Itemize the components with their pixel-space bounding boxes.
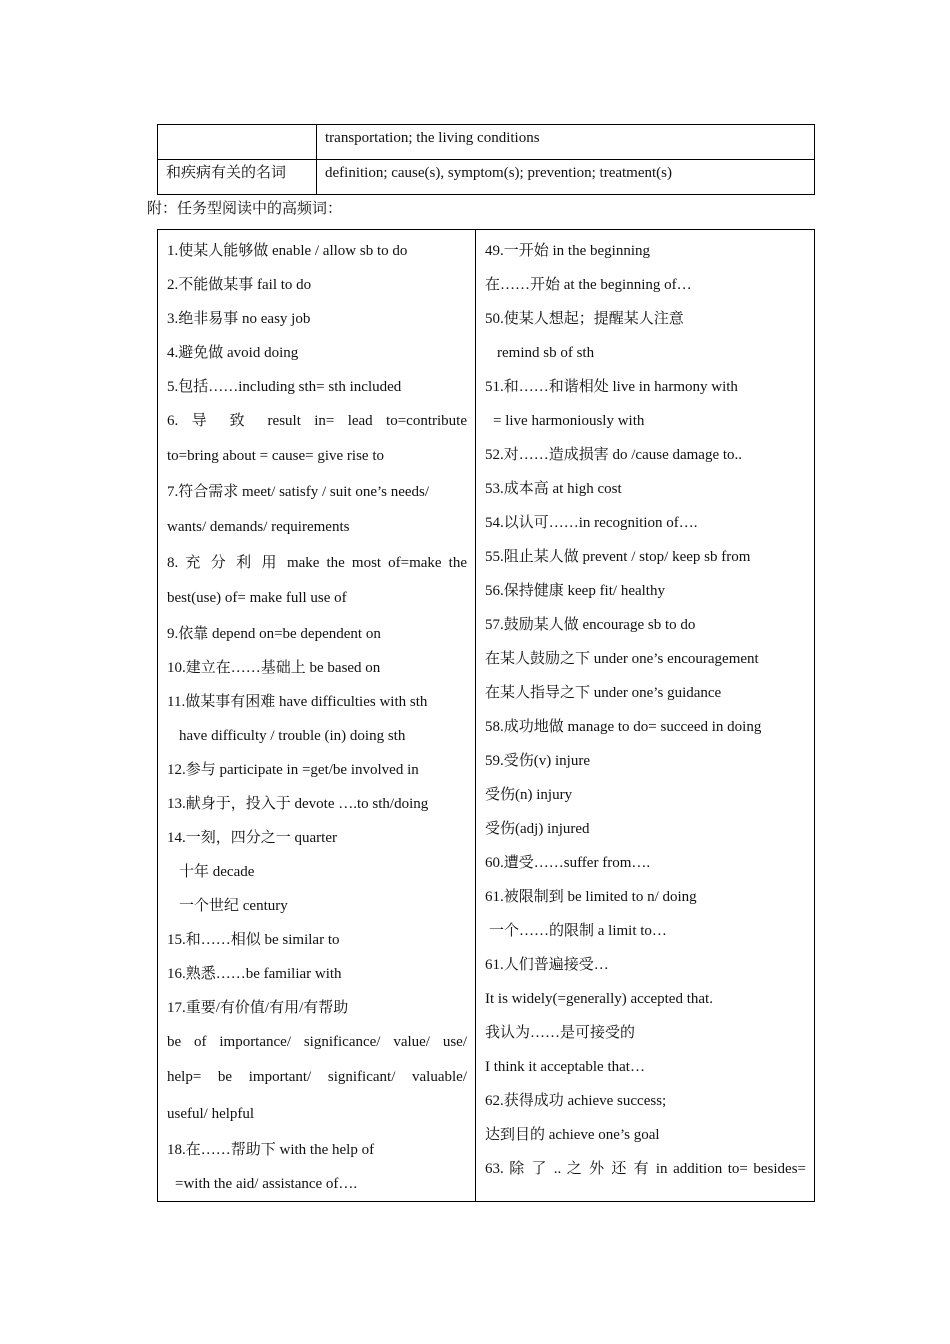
list-item: 1.使某人能够做 enable / allow sb to do [167, 243, 408, 259]
list-item: to=bring about = cause= give rise to [167, 448, 384, 464]
list-item: 一个世纪 century [179, 898, 288, 914]
list-item: 12.参与 participate in =get/be involved in [167, 762, 419, 778]
vocabulary-table [157, 229, 815, 1202]
list-item: 受伤(adj) injured [485, 821, 590, 837]
list-item: 56.保持健康 keep fit/ healthy [485, 583, 665, 599]
list-item: be of importance/ significance/ value/ use/ [167, 1034, 467, 1050]
list-item: 4.避免做 avoid doing [167, 345, 299, 361]
list-item: 49.一开始 in the beginning [485, 243, 650, 259]
left-column [158, 230, 476, 1202]
list-item: 52.对……造成损害 do /cause damage to.. [485, 447, 743, 463]
list-item: 62.获得成功 achieve success; [485, 1093, 667, 1109]
list-item: 在某人鼓励之下 under one’s encouragement [485, 651, 759, 667]
list-item: 6. 导 致 result in= lead to=contribute [167, 413, 467, 429]
row-content: definition; cause(s), symptom(s); prevention; treatment(s) [317, 160, 815, 195]
list-item: 11.做某事有困难 have difficulties with sth [167, 694, 428, 710]
list-item: help= be important/ significant/ valuable/ [167, 1069, 467, 1085]
list-item: remind sb of sth [497, 345, 595, 361]
list-item: 18.在……帮助下 with the help of [167, 1142, 375, 1158]
list-item: 2.不能做某事 fail to do [167, 277, 312, 293]
list-item: 53.成本高 at high cost [485, 481, 622, 497]
list-item: 达到目的 achieve one’s goal [485, 1127, 660, 1143]
list-item: 一个……的限制 a limit to… [489, 923, 667, 939]
list-item: 61.人们普遍接受… [485, 957, 609, 973]
list-item: 13.献身于，投入于 devote ….to sth/doing [167, 796, 429, 812]
list-item: 55.阻止某人做 prevent / stop/ keep sb from [485, 549, 751, 565]
table-row [158, 160, 815, 195]
list-item: 我认为……是可接受的 [485, 1025, 636, 1041]
list-item: 10.建立在……基础上 be based on [167, 660, 381, 676]
list-item: 15.和……相似 be similar to [167, 932, 340, 948]
list-item: 5.包括……including sth= sth included [167, 379, 402, 395]
list-item: 50.使某人想起；提醒某人注意 [485, 311, 684, 327]
list-item: 9.依靠 depend on=be dependent on [167, 626, 381, 642]
list-item: 在……开始 at the beginning of… [485, 277, 692, 293]
list-item: 60.遭受……suffer from…. [485, 855, 651, 871]
list-item: 58.成功地做 manage to do= succeed in doing [485, 719, 762, 735]
list-item: 51.和……和谐相处 live in harmony with [485, 379, 738, 395]
list-item: 17.重要/有价值/有用/有帮助 [167, 1000, 349, 1016]
right-column [476, 230, 815, 1202]
list-item: 受伤(n) injury [485, 787, 573, 803]
list-item: have difficulty / trouble (in) doing sth [179, 728, 406, 744]
list-item: = live harmoniously with [493, 413, 645, 429]
list-item: useful/ helpful [167, 1106, 255, 1122]
list-item: 8. 充 分 利 用 make the most of=make the [167, 555, 467, 571]
list-item: 54.以认可……in recognition of…. [485, 515, 698, 531]
row-content: transportation; the living conditions [317, 125, 815, 160]
list-item: 3.绝非易事 no easy job [167, 311, 311, 327]
row-label: 和疾病有关的名词 [158, 160, 317, 195]
row-label [158, 125, 317, 160]
list-item: 61.被限制到 be limited to n/ doing [485, 889, 697, 905]
list-item: 59.受伤(v) injure [485, 753, 590, 769]
list-item: I think it acceptable that… [485, 1059, 645, 1075]
list-item: 7.符合需求 meet/ satisfy / suit one’s needs/ [167, 484, 430, 500]
list-item: =with the aid/ assistance of…. [175, 1176, 358, 1192]
table-row [158, 125, 815, 160]
list-item: It is widely(=generally) accepted that. [485, 991, 713, 1007]
top-table [157, 124, 815, 195]
section-note: 附：任务型阅读中的高频词： [147, 201, 343, 217]
list-item: best(use) of= make full use of [167, 590, 347, 606]
table-row [158, 230, 815, 1202]
list-item: 在某人指导之下 under one’s guidance [485, 685, 722, 701]
list-item: 63. 除 了 .. 之 外 还 有 in addition to= besides= [485, 1161, 806, 1177]
list-item: wants/ demands/ requirements [167, 519, 350, 535]
list-item: 57.鼓励某人做 encourage sb to do [485, 617, 696, 633]
list-item: 十年 decade [179, 864, 255, 880]
list-item: 16.熟悉……be familiar with [167, 966, 342, 982]
list-item: 14.一刻，四分之一 quarter [167, 830, 337, 846]
